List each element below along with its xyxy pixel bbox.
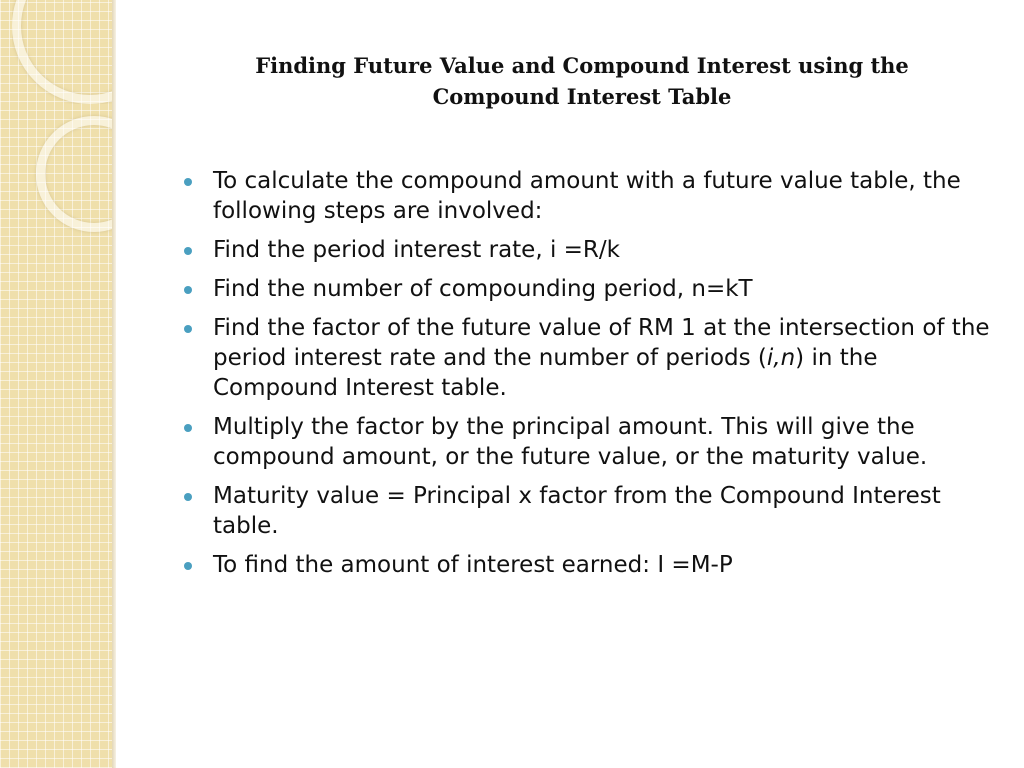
slide-title xyxy=(196,50,968,112)
bullet-text: Find the number of compounding period, n=kT xyxy=(213,276,753,302)
bullet-item xyxy=(181,481,1001,541)
bullet-item xyxy=(181,274,1001,304)
bullet-text: To find the amount of interest earned: I =M-P xyxy=(213,552,733,578)
bullet-item xyxy=(181,550,1001,580)
bullet-item xyxy=(181,235,1001,265)
decorative-side-band xyxy=(0,0,116,768)
bullet-dot-icon xyxy=(184,493,192,501)
bullet-item xyxy=(181,412,1001,472)
bullet-dot-icon xyxy=(184,178,192,186)
bullet-text: Find the period interest rate, i =R/k xyxy=(213,237,620,263)
bullet-dot-icon xyxy=(184,562,192,570)
bullet-dot-icon xyxy=(184,424,192,432)
bullet-dot-icon xyxy=(184,325,192,333)
side-band-edge xyxy=(112,0,116,768)
bullet-text-italic: i,n xyxy=(766,345,796,371)
bullet-text: Maturity value = Principal x factor from the Compound Interest table. xyxy=(213,483,941,539)
bullet-item xyxy=(181,313,1001,403)
bullet-text-after: ) in the Compound Interest table. xyxy=(213,345,878,401)
bullet-item xyxy=(181,166,1001,226)
bullet-text: To calculate the compound amount with a future value table, the following steps are involved: xyxy=(213,168,961,224)
bullet-list xyxy=(181,166,1001,589)
bullet-dot-icon xyxy=(184,286,192,294)
bullet-dot-icon xyxy=(184,247,192,255)
bullet-text: Multiply the factor by the principal amount. This will give the compound amount, or the future value, or the maturity value. xyxy=(213,414,928,470)
bullet-text-before: Find the factor of the future value of RM 1 at the intersection of the period interest rate and the number of periods ( xyxy=(213,315,990,371)
slide-title-line-1: Finding Future Value and Compound Interest using the xyxy=(255,53,909,78)
slide-title-line-2: Compound Interest Table xyxy=(432,84,732,109)
